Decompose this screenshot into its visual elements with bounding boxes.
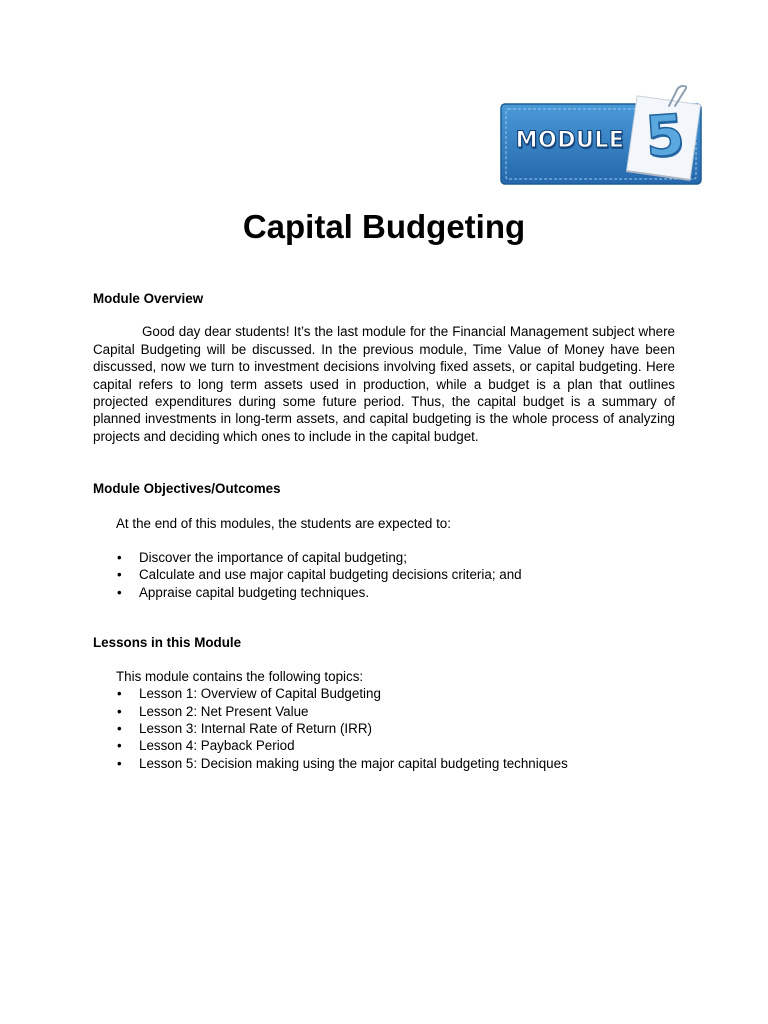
objectives-intro: At the end of this modules, the students are expected to:: [116, 515, 451, 531]
objective-text: Calculate and use major capital budgeting decisions criteria; and: [139, 567, 522, 583]
bullet-icon: •: [117, 755, 122, 771]
list-item: [93, 584, 675, 601]
lesson-text: Lesson 2: Net Present Value: [139, 703, 309, 719]
list-item: [93, 755, 675, 772]
bullet-icon: •: [117, 584, 122, 600]
lesson-text: Lesson 5: Decision making using the major capital budgeting techniques: [139, 755, 568, 771]
bullet-icon: •: [117, 720, 122, 736]
list-item: [93, 703, 675, 720]
page-title: Capital Budgeting: [242, 208, 526, 245]
list-item: [93, 549, 675, 566]
list-item: [93, 566, 675, 583]
bullet-icon: •: [117, 686, 122, 702]
overview-paragraph: Good day dear students! It’s the last module for the Financial Management subject where Capital Budgeting will be discussed. In the previous module, Time Value of Money have been discussed, now we turn to investment decisions involving fixed assets, or capital budgeting. Here capital refers to long term assets used in production, while a budget is a plan that outlines projected expenditures during some future period. Thus, the capital budget is a summary of planned investments in long-term assets, and capital budgeting is the whole process of analyzing projects and deciding which ones to include in the capital budget.: [93, 324, 675, 444]
lessons-list: [93, 685, 675, 772]
objectives-list: [93, 549, 675, 601]
document-body: [93, 290, 675, 772]
bullet-icon: •: [117, 567, 122, 583]
lessons-heading: Lessons in this Module: [93, 635, 242, 651]
list-item: [93, 685, 675, 702]
objective-text: Appraise capital budgeting techniques.: [139, 584, 370, 600]
bullet-icon: •: [117, 550, 122, 566]
module-badge-number: 5: [643, 102, 687, 171]
lesson-text: Lesson 1: Overview of Capital Budgeting: [139, 686, 381, 702]
lesson-text: Lesson 3: Internal Rate of Return (IRR): [139, 720, 372, 736]
lessons-intro: This module contains the following topics:: [116, 668, 364, 684]
list-item: [93, 737, 675, 754]
bullet-icon: •: [117, 738, 122, 754]
bullet-icon: •: [117, 703, 122, 719]
objective-text: Discover the importance of capital budgeting;: [139, 550, 407, 566]
list-item: [93, 720, 675, 737]
module-badge-word: MODULE: [515, 128, 625, 153]
module-badge: [499, 92, 705, 188]
objectives-heading: Module Objectives/Outcomes: [93, 481, 281, 497]
overview-heading: Module Overview: [93, 291, 204, 306]
lesson-text: Lesson 4: Payback Period: [139, 738, 295, 754]
